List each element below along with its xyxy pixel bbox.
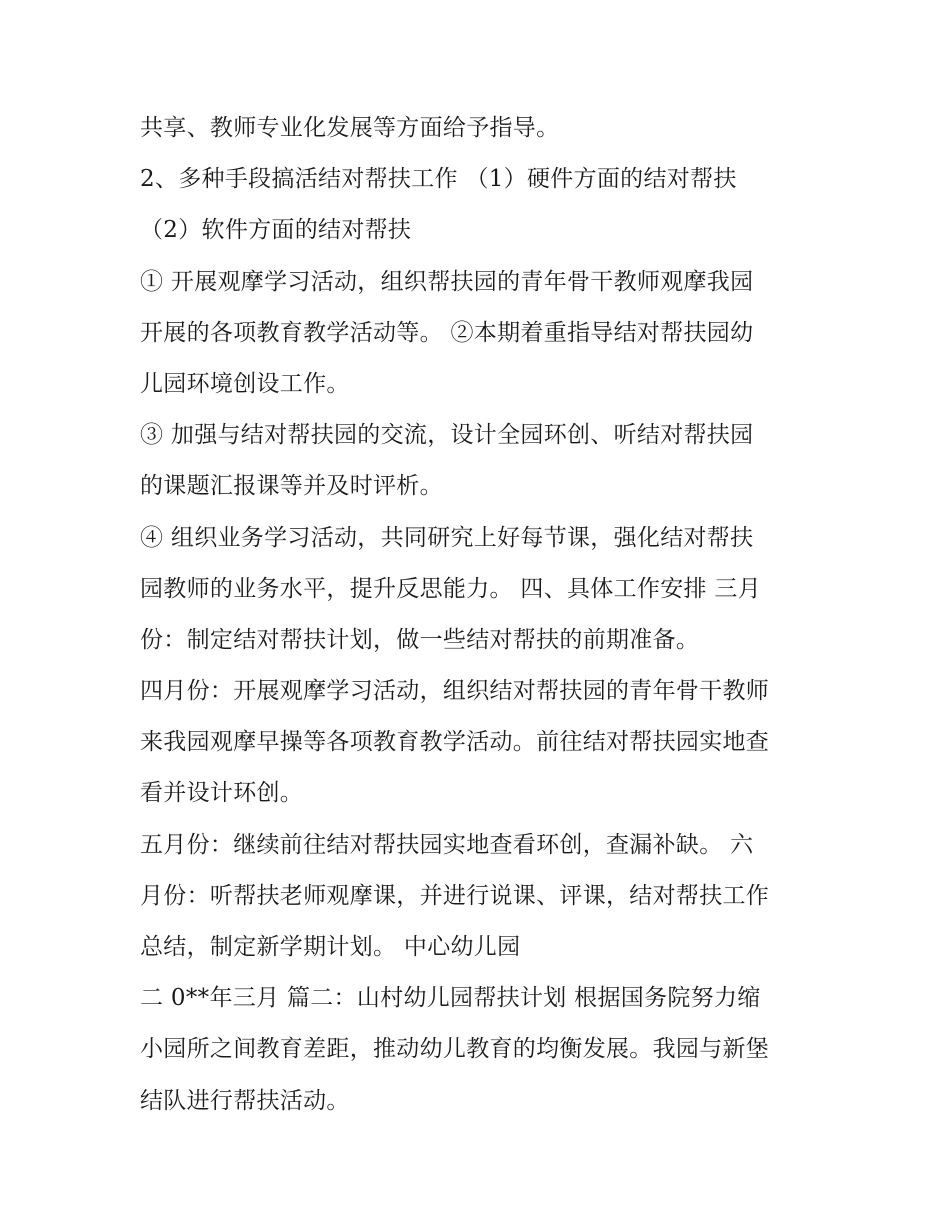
text-line: 2、多种手段搞活结对帮扶工作 （1）硬件方面的结对帮扶 bbox=[140, 166, 737, 193]
text-line: 园教师的业务水平，提升反思能力。 四、具体工作安排 三月 bbox=[140, 575, 762, 602]
text-line: 月份：听帮扶老师观摩课，并进行说课、评课，结对帮扶工作 bbox=[140, 882, 770, 909]
text-line: 共享、教师专业化发展等方面给予指导。 bbox=[140, 115, 560, 141]
document-body bbox=[140, 107, 820, 1131]
text-line: ① 开展观摩学习活动，组织帮扶园的青年骨干教师观摩我园 bbox=[140, 268, 754, 295]
text-line: 四月份：开展观摩学习活动，组织结对帮扶园的青年骨干教师 bbox=[140, 678, 770, 705]
text-line: 来我园观摩早操等各项教育教学活动。前往结对帮扶园实地查 bbox=[140, 729, 770, 756]
text-line: 五月份：继续前往结对帮扶园实地查看环创，查漏补缺。 六 bbox=[140, 831, 754, 858]
text-line: 总结，制定新学期计划。 中心幼儿园 bbox=[140, 934, 521, 960]
text-line: 小园所之间教育差距，推动幼儿教育的均衡发展。我园与新堡 bbox=[140, 1036, 770, 1063]
text-line: 开展的各项教育教学活动等。 ②本期着重指导结对帮扶园幼 bbox=[140, 319, 754, 346]
text-line: ③ 加强与结对帮扶园的交流，设计全园环创、听结对帮扶园 bbox=[140, 422, 754, 449]
text-line: （2）软件方面的结对帮扶 bbox=[140, 217, 412, 244]
text-line: 看并设计环创。 bbox=[140, 780, 304, 807]
text-line: ④ 组织业务学习活动，共同研究上好每节课，强化结对帮扶 bbox=[140, 524, 754, 551]
text-line: 结队进行帮扶活动。 bbox=[140, 1087, 350, 1114]
text-line: 二 0**年三月 篇二：山村幼儿园帮扶计划 根据国务院努力缩 bbox=[140, 985, 761, 1012]
text-line: 的课题汇报课等并及时评析。 bbox=[140, 473, 443, 500]
text-line: 儿园环境创设工作。 bbox=[140, 370, 350, 397]
text-line: 份：制定结对帮扶计划，做一些结对帮扶的前期准备。 bbox=[140, 626, 700, 653]
